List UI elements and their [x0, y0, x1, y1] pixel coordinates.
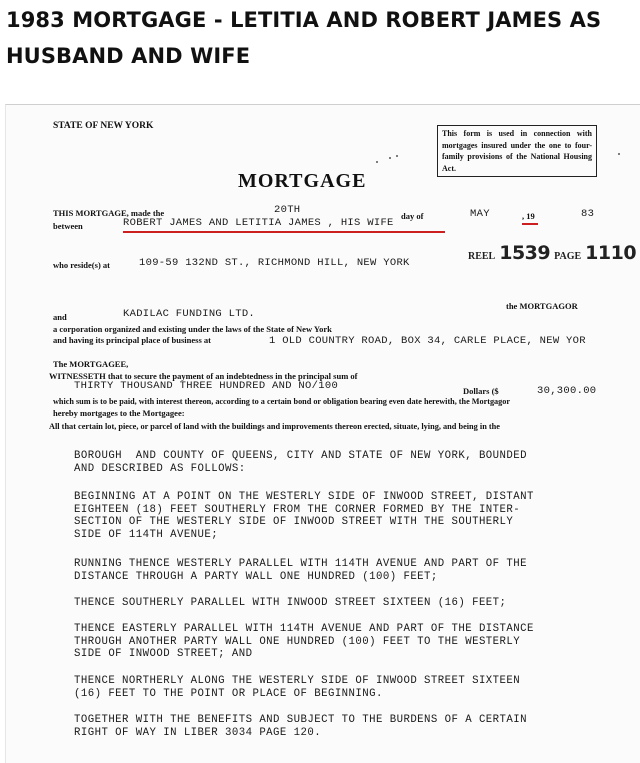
- page-number: 1110: [585, 242, 637, 264]
- amount-figure: 30,300.00: [537, 385, 597, 397]
- year-prefix: , 19: [522, 211, 535, 221]
- scan-speck: [376, 161, 378, 163]
- scan-speck: [389, 157, 391, 159]
- interest-line-2: hereby mortgages to the Mortgagee:: [53, 408, 185, 418]
- headline-line-1: 1983 MORTGAGE - LETITIA AND ROBERT JAMES AS: [6, 8, 602, 32]
- reel-number: 1539: [499, 242, 551, 264]
- scan-speck: [396, 155, 398, 157]
- state-heading: STATE OF NEW YORK: [53, 121, 154, 131]
- amount-in-words: THIRTY THOUSAND THREE HUNDRED AND NO/100: [74, 380, 339, 392]
- mortgagor-label: the MORTGAGOR: [506, 301, 578, 311]
- parties-underline: [123, 231, 445, 233]
- lender-name: KADILAC FUNDING LTD.: [123, 308, 256, 320]
- legal-paragraph: TOGETHER WITH THE BENEFITS AND SUBJECT TO THE BURDENS OF A CERTAIN RIGHT OF WAY IN LIBER 3034 PAGE 120.: [74, 714, 527, 739]
- page-label: PAGE: [554, 251, 582, 262]
- document-title: MORTGAGE: [238, 170, 367, 192]
- mortgagee-label: The MORTGAGEE,: [53, 359, 129, 369]
- witnesseth-line: WITNESSETH that to secure the payment of an indebtedness in the principal sum of: [49, 371, 358, 381]
- resides-at-label: who reside(s) at: [53, 260, 110, 270]
- corporation-line: a corporation organized and existing under the laws of the State of New York: [53, 324, 332, 334]
- mortgage-document-scan: [5, 104, 640, 763]
- business-line: and having its principal place of business at: [53, 335, 211, 345]
- made-the-label: THIS MORTGAGE, made the: [53, 208, 165, 218]
- article-headline: [6, 2, 636, 74]
- legal-paragraph: RUNNING THENCE WESTERLY PARALLEL WITH 114TH AVENUE AND PART OF THE DISTANCE THROUGH A PARTY WALL ONE HUNDRED (100) FEET;: [74, 558, 527, 583]
- year-suffix: 83: [581, 208, 595, 220]
- scan-speck: [618, 153, 620, 155]
- legal-paragraph: BOROUGH AND COUNTY OF QUEENS, CITY AND STATE OF NEW YORK, BOUNDED AND DESCRIBED AS FOLLOWS:: [74, 450, 527, 475]
- legal-paragraph: THENCE EASTERLY PARALLEL WITH 114TH AVENUE AND PART OF THE DISTANCE THROUGH ANOTHER PARTY WALL ONE HUNDRED (100) FEET TO THE WESTERLY SIDE OF INWOOD STREET; AND: [74, 623, 534, 660]
- between-label: between: [53, 221, 83, 231]
- day-value: 20TH: [274, 204, 301, 216]
- headline-line-2: HUSBAND AND WIFE: [6, 44, 251, 68]
- month-value: MAY: [470, 208, 490, 220]
- legal-paragraph: THENCE NORTHERLY ALONG THE WESTERLY SIDE OF INWOOD STREET SIXTEEN (16) FEET TO THE POINT OR PLACE OF BEGINNING.: [74, 675, 521, 700]
- dollars-label: Dollars ($: [463, 386, 499, 396]
- all-that-line: All that certain lot, piece, or parcel of land with the buildings and improvements thereon erected, situate, lying, and being in the: [49, 422, 500, 431]
- business-address: 1 OLD COUNTRY ROAD, BOX 34, CARLE PLACE, NEW YOR: [269, 335, 586, 347]
- reel-label: REEL: [468, 251, 496, 262]
- reel-page-stamp: [468, 242, 636, 264]
- day-of-label: day of: [401, 211, 424, 221]
- interest-line-1: which sum is to be paid, with interest thereon, according to a certain bond or obligation bearing even date herewith, the Mortgagor: [53, 397, 510, 406]
- parties-names: ROBERT JAMES AND LETITIA JAMES , HIS WIFE: [123, 217, 394, 229]
- legal-paragraph: THENCE SOUTHERLY PARALLEL WITH INWOOD STREET SIXTEEN (16) FEET;: [74, 597, 507, 609]
- and-label: and: [53, 312, 67, 322]
- mortgagor-address: 109-59 132ND ST., RICHMOND HILL, NEW YORK: [139, 257, 410, 269]
- legal-paragraph: BEGINNING AT A POINT ON THE WESTERLY SIDE OF INWOOD STREET, DISTANT EIGHTEEN (18) FEET SOUTHERLY FROM THE CORNER FORMED BY THE INTER- SECTION OF THE WESTERLY SIDE OF INWOOD STREET WITH THE SOUTHERLY SIDE OF 114TH AVENUE;: [74, 491, 534, 541]
- fha-notice-box: This form is used in connection with mortgages insured under the one to four-family provisions of the National Housing Act.: [437, 125, 597, 177]
- year-underline: [522, 223, 538, 225]
